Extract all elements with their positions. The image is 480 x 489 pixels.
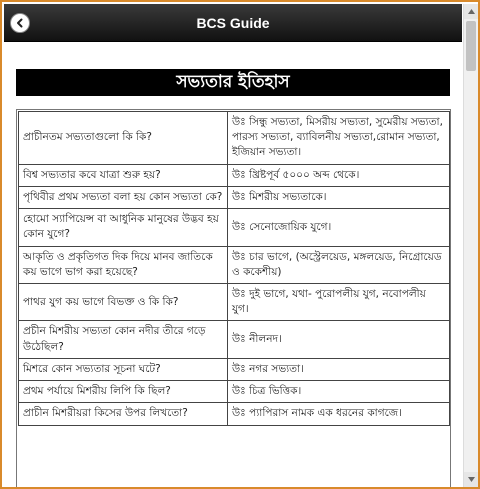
table-row: [19, 403, 450, 425]
table-row: [19, 246, 450, 283]
section-title: সভ্যতার ইতিহাস: [16, 69, 450, 96]
main-content[interactable]: [4, 43, 462, 489]
app-title: BCS Guide: [196, 15, 270, 31]
scroll-up-button[interactable]: [464, 4, 479, 19]
qa-table: [18, 111, 450, 426]
answer-cell: উঃ সেনোজোয়িক যুগে।: [228, 209, 450, 246]
question-cell: বিশ্ব সভ্যতার কবে যাত্রা শুরু হয়?: [19, 164, 228, 186]
table-row: [19, 358, 450, 380]
table-row: [19, 186, 450, 208]
arrow-down-icon: [468, 477, 475, 482]
answer-cell: উঃ সিন্ধু সভ্যতা, মিসরীয় সভ্যতা, সুমেরীয় সভ্যতা, পারস্য সভ্যতা, ব্যাবিলনীয় সভ্যতা,রোমান সভ্যতা, ইজিয়ান সভ্যতা।: [228, 112, 450, 165]
question-cell: হোমো স্যাপিয়েন্স বা আধুনিক মানুষের উদ্ভব হয় কোন যুগে?: [19, 209, 228, 246]
question-cell: প্রাচীন মিশরীয়রা কিসের উপর লিখতো?: [19, 403, 228, 425]
question-cell: পৃথিবীর প্রথম সভ্যতা বলা হয় কোন সভ্যতা কে?: [19, 186, 228, 208]
table-row: [19, 381, 450, 403]
question-cell: পাথর যুগ কয় ভাগে বিভক্ত ও কি কি?: [19, 283, 228, 320]
answer-cell: উঃ নীলনদ।: [228, 321, 450, 358]
answer-cell: উঃ দুই ভাগে, যথা- পুরোপলীয় যুগ, নবোপলীয় যুগ।: [228, 283, 450, 320]
question-cell: মিশরে কোন সভ্যতার সূচনা ঘটে?: [19, 358, 228, 380]
answer-cell: উঃ মিশরীয় সভ্যতাকে।: [228, 186, 450, 208]
table-row: [19, 283, 450, 320]
table-row: [19, 164, 450, 186]
app-header-bar: [4, 4, 462, 42]
scroll-down-button[interactable]: [464, 472, 479, 487]
answer-cell: উঃ নগর সভ্যতা।: [228, 358, 450, 380]
answer-cell: উঃ চার ভাগে, (অস্ট্রেলয়েড, মঙ্গলয়েড, নিগ্রোয়েড ও ককেশীয়): [228, 246, 450, 283]
question-cell: প্রাচীনতম সভ্যতাগুলো কি কি?: [19, 112, 228, 165]
answer-cell: উঃ খ্রিষ্টপূর্ব ৫০০০ অব্দ থেকে।: [228, 164, 450, 186]
vertical-scrollbar[interactable]: [463, 4, 478, 487]
question-cell: প্রথম পর্যায়ে মিশরীয় লিপি কি ছিল?: [19, 381, 228, 403]
question-cell: প্রচীন মিশরীয় সভ্যতা কোন নদীর তীরে গড়ে উঠেছিল?: [19, 321, 228, 358]
table-row: [19, 321, 450, 358]
table-row: [19, 209, 450, 246]
table-row: [19, 112, 450, 165]
answer-cell: উঃ প্যাপিরাস নামক এক ধরনের কাগজে।: [228, 403, 450, 425]
scrollbar-thumb[interactable]: [466, 21, 476, 71]
question-cell: আকৃতি ও প্রকৃতিগত দিক দিয়ে মানব জাতিকে কয় ভাগে ভাগ করা হয়েছে?: [19, 246, 228, 283]
arrow-up-icon: [468, 9, 475, 14]
answer-cell: উঃ চিত্র ভিত্তিক।: [228, 381, 450, 403]
